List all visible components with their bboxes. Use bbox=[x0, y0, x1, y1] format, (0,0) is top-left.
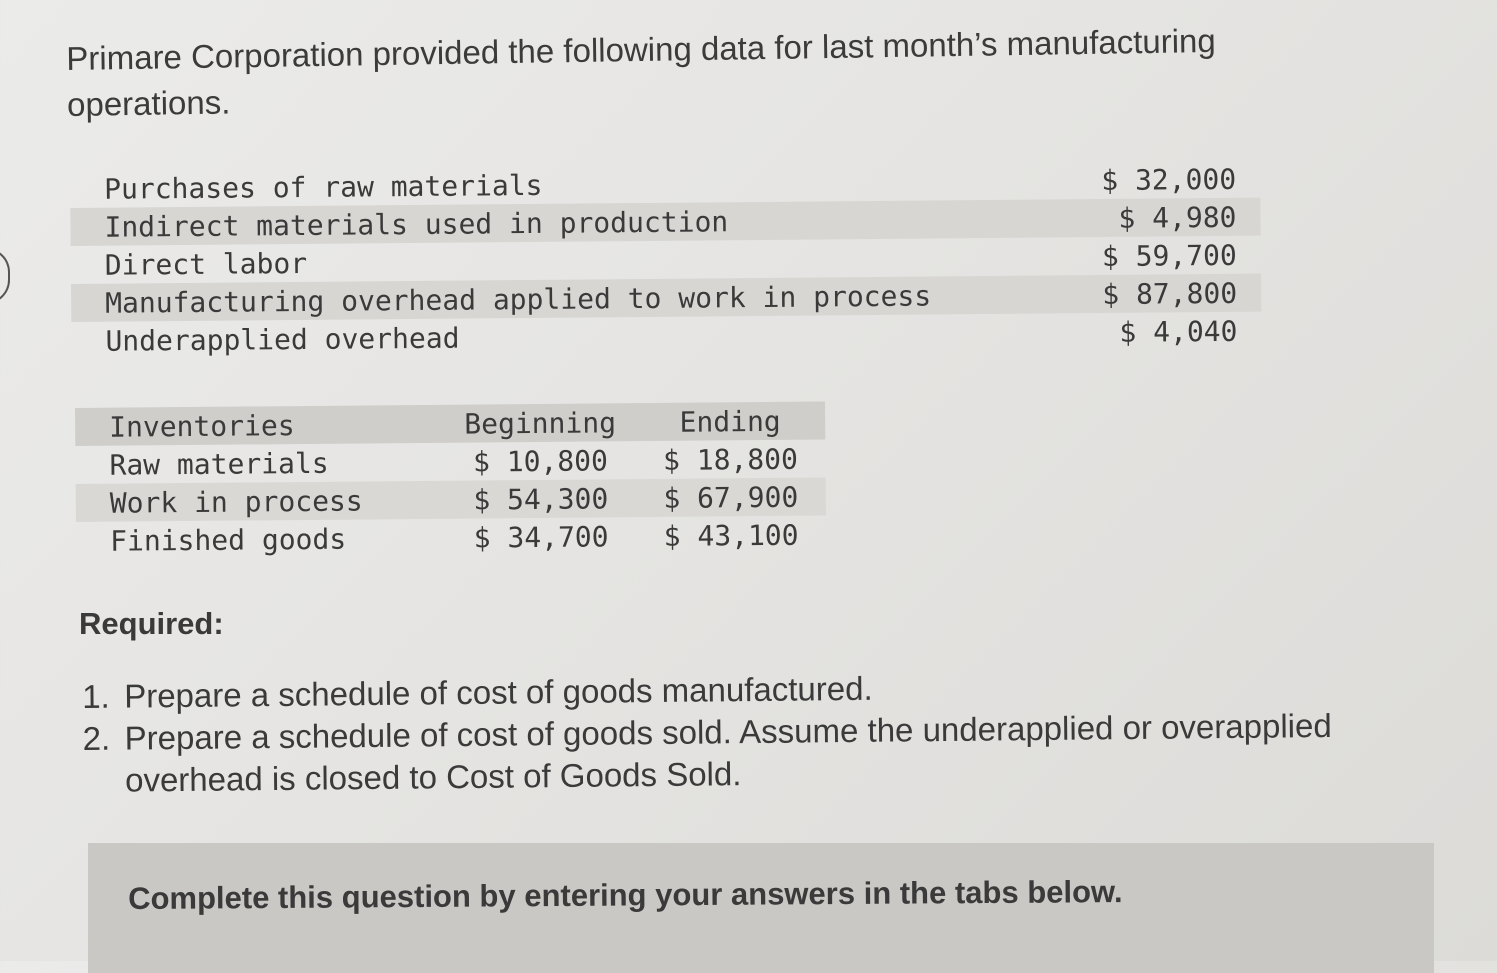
inventories-table bbox=[75, 401, 826, 560]
cost-row-amount: $ 87,800 bbox=[1102, 276, 1238, 311]
required-heading: Required: bbox=[79, 606, 224, 641]
cost-row-amount: $ 32,000 bbox=[1101, 162, 1237, 197]
inventory-label: Raw materials bbox=[109, 446, 329, 482]
cost-row-label: Indirect materials used in production bbox=[104, 204, 729, 244]
header-beginning: Beginning bbox=[464, 405, 617, 441]
required-item-2 bbox=[82, 704, 1423, 802]
header-inventories: Inventories bbox=[109, 408, 295, 444]
required-item-number: 2. bbox=[82, 719, 111, 757]
cost-row-label: Manufacturing overhead applied to work in process bbox=[105, 278, 932, 320]
inventory-beginning: $ 54,300 bbox=[473, 481, 609, 517]
cost-row-label: Underapplied overhead bbox=[105, 321, 460, 358]
cost-row-label: Direct labor bbox=[104, 246, 308, 282]
inventory-label: Work in process bbox=[109, 483, 363, 520]
inventory-ending: $ 43,100 bbox=[663, 518, 799, 553]
instructions-text: Complete this question by entering your answers in the tabs below. bbox=[128, 874, 1123, 916]
inventory-ending: $ 67,900 bbox=[663, 480, 799, 515]
required-item-text: Prepare a schedule of cost of goods manufactured. bbox=[124, 669, 873, 715]
inventory-row-work-in-process bbox=[76, 477, 826, 522]
problem-intro: Primare Corporation provided the following data for last month’s manufacturing operations. bbox=[66, 21, 1217, 123]
inventory-label: Finished goods bbox=[110, 522, 347, 558]
cost-row-label: Purchases of raw materials bbox=[104, 168, 543, 206]
instructions-banner bbox=[88, 843, 1434, 973]
header-ending: Ending bbox=[679, 404, 781, 439]
cost-row-amount: $ 59,700 bbox=[1101, 238, 1237, 273]
inventories-header-row bbox=[75, 401, 825, 446]
inventory-row-finished-goods bbox=[76, 515, 826, 560]
required-item-text: Prepare a schedule of cost of goods sold. Assume the underapplied or overapplied overhead is closed to Cost of Goods Sold. bbox=[124, 706, 1332, 799]
page-edge-mark bbox=[0, 248, 10, 304]
cost-data-table bbox=[70, 160, 1262, 360]
inventory-beginning: $ 10,800 bbox=[472, 443, 609, 479]
cost-row-amount: $ 4,980 bbox=[1118, 200, 1237, 235]
inventory-beginning: $ 34,700 bbox=[473, 519, 609, 555]
required-list bbox=[82, 662, 1423, 802]
required-item-number: 1. bbox=[82, 677, 110, 715]
cost-row-amount: $ 4,040 bbox=[1119, 314, 1238, 349]
inventory-ending: $ 18,800 bbox=[662, 442, 799, 477]
inventory-row-raw-materials bbox=[75, 439, 825, 484]
